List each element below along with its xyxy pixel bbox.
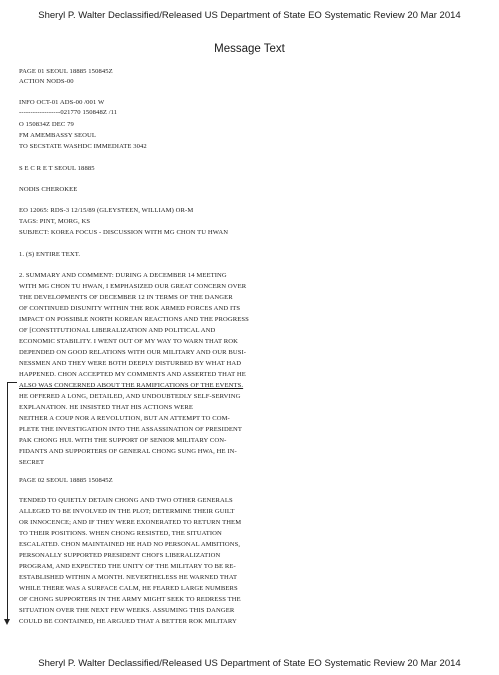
para2-line: ECONOMIC STABILITY. I WENT OUT OF MY WAY TO WARN THAT ROK <box>19 338 238 345</box>
declassification-header: Sheryl P. Walter Declassified/Released US Department of State EO Systematic Review 20 Mar 2014 <box>38 10 461 21</box>
para2-line: WHILE THERE WAS A SURFACE CALM, HE FEARED LARGE NUMBERS <box>19 585 238 592</box>
para2-line: OF CHONG SUPPORTERS IN THE ARMY MIGHT SEEK TO REDRESS THE <box>19 596 241 603</box>
para2-line: TENDED TO QUIETLY DETAIN CHONG AND TWO OTHER GENERALS <box>19 497 233 504</box>
para2-line: HE OFFERED A LONG, DETAILED, AND UNDOUBTEDLY SELF-SERVING <box>19 393 241 400</box>
para2-line: OF [CONSTITUTIONAL LIBERALIZATION AND POLITICAL AND <box>19 327 216 334</box>
para2-line: HAPPENED. CHON ACCEPTED MY COMMENTS AND ASSERTED THAT HE <box>19 371 246 378</box>
para2-line: OR INNOCENCE; AND IF THEY WERE EXONERATED TO RETURN THEM <box>19 519 242 526</box>
declassification-footer: Sheryl P. Walter Declassified/Released US Department of State EO Systematic Review 20 Mar 2014 <box>38 658 461 669</box>
para2-line: ESTABLISHED WITHIN A MONTH. NEVERTHELESS HE WARNED THAT <box>19 574 238 581</box>
para2-line: OF CONTINUED DISUNITY WITHIN THE ROK ARMED FORCES AND ITS <box>19 305 241 312</box>
para2-line: FIDANTS AND SUPPORTERS OF GENERAL CHONG SUNG HWA, HE IN- <box>19 448 237 455</box>
routing-line: ------------------021770 150848Z /11 <box>19 109 118 116</box>
margin-bracket-top <box>7 382 17 383</box>
page-title: Message Text <box>214 43 285 55</box>
page-line: PAGE 01 SEOUL 18885 150845Z <box>19 68 113 75</box>
margin-arrow-down-icon <box>4 619 10 625</box>
para2-line: 2. SUMMARY AND COMMENT: DURING A DECEMBER 14 MEETING <box>19 272 227 279</box>
para2-line: SITUATION OVER THE NEXT FEW WEEKS. ASSUMING THIS DANGER <box>19 607 235 614</box>
action-line: ACTION NODS-00 <box>19 78 74 85</box>
para2-line: ALLEGED TO BE INVOLVED IN THE PLOT; DETERMINE THEIR GUILT <box>19 508 235 515</box>
para2-underlined-line: ALSO WAS CONCERNED ABOUT THE RAMIFICATIONS OF THE EVENTS. <box>19 382 244 389</box>
para2-line: THE DEVELOPMENTS OF DECEMBER 12 IN TERMS OF THE DANGER <box>19 294 233 301</box>
para2-line: WITH MG CHON TU HWAN, I EMPHASIZED OUR GREAT CONCERN OVER <box>19 283 247 290</box>
para2-line: PAK CHONG HUI. WITH THE SUPPORT OF SENIOR MILITARY CON- <box>19 437 227 444</box>
para2-line: EXPLANATION. HE INSISTED THAT HIS ACTIONS WERE <box>19 404 194 411</box>
dtg-line: O 150834Z DEC 79 <box>19 121 74 128</box>
para2-line: COULD BE CONTAINED, HE ARGUED THAT A BETTER ROK MILITARY <box>19 618 237 625</box>
para2-line: PLETE THE INVESTIGATION INTO THE ASSASSINATION OF PRESIDENT <box>19 426 242 433</box>
para2-line: DEPENDED ON GOOD RELATIONS WITH OUR MILITARY AND OUR BUSI- <box>19 349 247 356</box>
para2-line: TO THEIR POSITIONS. WHEN CHONG RESISTED, THE SITUATION <box>19 530 222 537</box>
para2-line: ESCALATED. CHON MAINTAINED HE HAD NO PERSONAL AMBITIONS, <box>19 541 241 548</box>
eo-line: EO 12065: RDS-3 12/15/89 (GLEYSTEEN, WILLIAM) OR-M <box>19 207 194 214</box>
caption-line: NODIS CHEROKEE <box>19 186 78 193</box>
para2-line: PROGRAM, AND EXPECTED THE UNITY OF THE MILITARY TO BE RE- <box>19 563 236 570</box>
secret-marking: SECRET <box>19 459 45 466</box>
to-line: TO SECSTATE WASHDC IMMEDIATE 3042 <box>19 143 147 150</box>
from-line: FM AMEMBASSY SEOUL <box>19 132 97 139</box>
para2-line: PERSONALLY SUPPORTED PRESIDENT CHOI'S LIBERALIZATION <box>19 552 221 559</box>
info-line: INFO OCT-01 ADS-00 /001 W <box>19 99 105 106</box>
para2-line: IMPACT ON POSSIBLE NORTH KOREAN REACTIONS AND THE PROGRESS <box>19 316 249 323</box>
margin-bracket-line <box>7 382 8 622</box>
subject-line: SUBJECT: KOREA FOCUS - DISCUSSION WITH MG CHON TU HWAN <box>19 229 229 236</box>
para1-line: 1. (S) ENTIRE TEXT. <box>19 251 81 258</box>
page-line: PAGE 02 SEOUL 18885 150845Z <box>19 477 113 484</box>
tags-line: TAGS: PINT, MORG, KS <box>19 218 91 225</box>
classification-line: S E C R E T SEOUL 18885 <box>19 165 95 172</box>
para2-line: NEITHER A COUP NOR A REVOLUTION, BUT AN ATTEMPT TO COM- <box>19 415 230 422</box>
para2-line: NESSMEN AND THEY WERE BOTH DEEPLY DISTURBED BY WHAT HAD <box>19 360 242 367</box>
